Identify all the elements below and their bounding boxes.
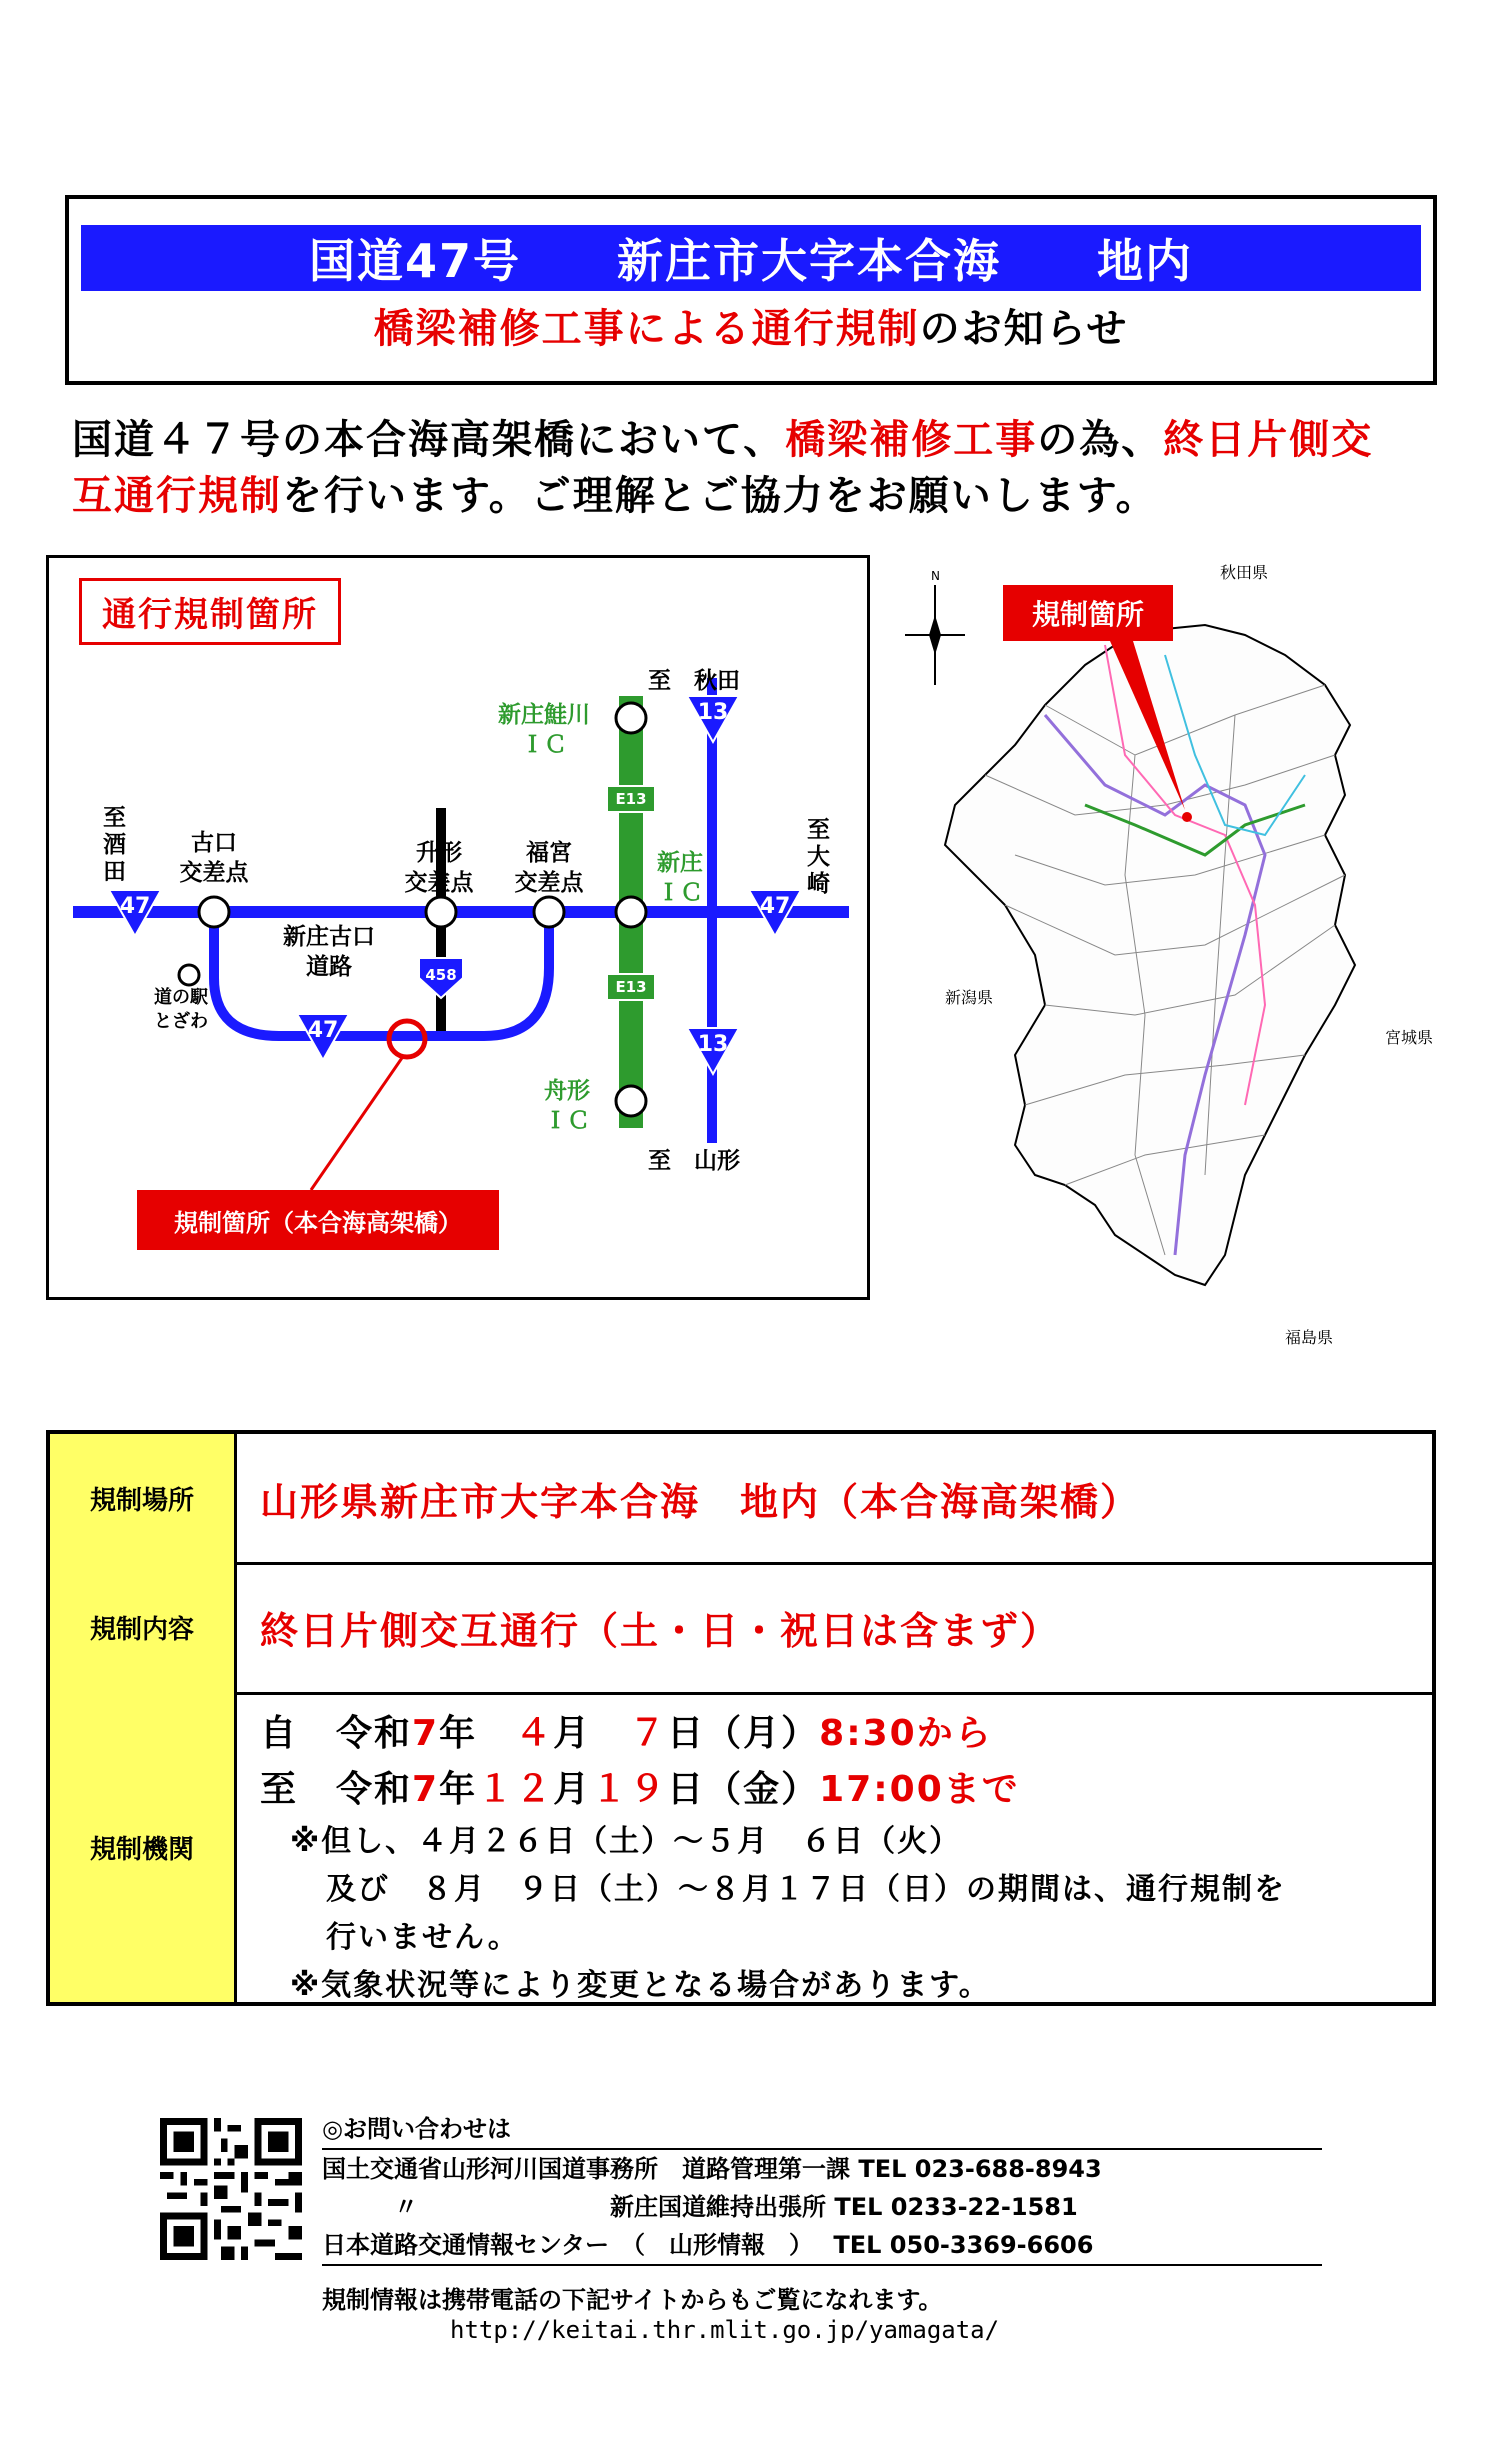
- period-note-1: ※但し、４月２６日（土）～５月 ６日（火）: [290, 1824, 962, 1859]
- period-body: [260, 1706, 1286, 2010]
- title-spacer: [521, 225, 617, 291]
- title-location: 新庄市大字本合海: [617, 234, 1001, 288]
- period-time: 17:00まで: [819, 1769, 1020, 1810]
- masukata-label: 升形 交差点: [404, 840, 474, 896]
- regulation-info-table: [46, 1430, 1436, 2006]
- route-diagram: [46, 555, 870, 1300]
- intro-text: [72, 412, 1402, 524]
- period-year: 7: [412, 1713, 440, 1754]
- row-content: [50, 1562, 1432, 1695]
- miyagi-label: 宮城県: [1385, 1028, 1434, 1047]
- e13-badge-north-text: E13: [615, 790, 647, 808]
- content-value: 終日片側交互通行（土・日・祝日は含まず）: [260, 1608, 1061, 1653]
- map-regulation-point: [1182, 812, 1192, 822]
- period-text: 自 令和: [260, 1713, 413, 1754]
- intro-part: の為、: [1037, 417, 1164, 463]
- subtitle: [69, 299, 1433, 359]
- route458-shield-text: 458: [425, 966, 457, 984]
- route47-shield-east-text: 47: [759, 894, 791, 919]
- period-day: １９: [591, 1769, 668, 1810]
- contact-heading: ◎お問い合わせは: [322, 2115, 511, 2143]
- contact-line-3: 日本道路交通情報センター （ 山形情報 ） TEL 050-3369-6606: [322, 2231, 1094, 2259]
- route47-shield-west-text: 47: [119, 894, 151, 919]
- niigata-label: 新潟県: [945, 988, 994, 1007]
- period-note-4: ※気象状況等により変更となる場合があります。: [290, 1968, 991, 2003]
- shinjo-ic-node: [616, 897, 646, 927]
- period-to: [260, 1762, 1286, 1818]
- to-yamagata-label: 至 山形: [648, 1148, 740, 1174]
- masukata-intersection: [426, 897, 456, 927]
- compass-icon: [905, 569, 965, 685]
- route47-shield-loop-text: 47: [307, 1018, 339, 1043]
- period-text: 日（月）: [667, 1713, 820, 1754]
- title-route: 国道47号: [308, 234, 521, 288]
- e13-badge-south-text: E13: [615, 978, 647, 996]
- intro-part-red: 終日片側交互通行規制: [72, 417, 1374, 519]
- michinoeki-node: [179, 965, 199, 985]
- fukumiya-intersection: [534, 897, 564, 927]
- period-text: 日（金）: [667, 1769, 820, 1810]
- furukuchi-intersection: [199, 897, 229, 927]
- contact-line-2: 〃 新庄国道維持出張所 TEL 0233-22-1581: [322, 2193, 1078, 2221]
- shinjo-furukuchi-road-label: 新庄古口 道路: [283, 924, 375, 980]
- title-area: 地内: [1097, 234, 1193, 288]
- row-place: [50, 1434, 1432, 1565]
- fukumiya-label: 福宮 交差点: [514, 840, 584, 896]
- subtitle-black: のお知らせ: [919, 306, 1129, 352]
- mobile-note: 規制情報は携帯電話の下記サイトからもご覧になれます。: [322, 2286, 943, 2314]
- period-text: 月: [553, 1713, 630, 1754]
- akita-label: 秋田県: [1220, 563, 1269, 582]
- contact-divider: [322, 2264, 1322, 2266]
- period-text: 至 令和: [260, 1769, 413, 1810]
- shinjo-ic-label: 新庄 ＩＣ: [657, 850, 703, 906]
- period-month: １２: [477, 1769, 554, 1810]
- period-note-3: 行いません。: [326, 1920, 520, 1955]
- sakegawa-ic-label: 新庄鮭川 ＩＣ: [498, 702, 590, 758]
- to-akita-label: 至 秋田: [648, 668, 740, 694]
- intro-part-red: 橋梁補修工事: [785, 417, 1038, 463]
- michinoeki-label: 道の駅 とざわ: [154, 987, 208, 1032]
- route13-shield-south-text: 13: [697, 1032, 729, 1057]
- funagata-ic-node: [616, 1086, 646, 1116]
- place-label: 規制場所: [50, 1434, 237, 1562]
- route47-road: [73, 906, 849, 918]
- intro-part: 国道４７号の本合海高架橋において、: [72, 417, 786, 463]
- period-day: ７: [629, 1713, 668, 1754]
- contact-block: [322, 2110, 1322, 2266]
- intro-part: を行います。ご理解とご協力をお願いします。: [282, 473, 1158, 519]
- title-spacer: [1001, 225, 1097, 291]
- callout-pointer: [311, 1055, 404, 1190]
- title-bar: [81, 225, 1421, 291]
- to-sakata-label: 至酒田: [99, 804, 125, 886]
- content-label: 規制内容: [50, 1562, 237, 1692]
- period-text: 年: [439, 1713, 516, 1754]
- period-note-2: 及び ８月 ９日（土）～８月１７日（日）の期間は、通行規制を: [326, 1872, 1286, 1907]
- period-label: 規制機関: [50, 1692, 237, 2002]
- period-text: 年: [439, 1769, 478, 1810]
- to-omagari-label: 至大崎: [803, 816, 829, 898]
- period-from: [260, 1706, 1286, 1762]
- route13-shield-north-text: 13: [697, 700, 729, 725]
- period-text: 月: [553, 1769, 592, 1810]
- diagram-label: 通行規制箇所: [79, 578, 341, 645]
- mobile-url-link[interactable]: http://keitai.thr.mlit.go.jp/yamagata/: [450, 2316, 1000, 2344]
- notice-header: [65, 195, 1437, 385]
- period-year: 7: [412, 1769, 440, 1810]
- row-period: [50, 1692, 1432, 2002]
- furukuchi-label: 古口 交差点: [179, 830, 249, 886]
- period-time: 8:30から: [819, 1713, 993, 1754]
- prefecture-map: [905, 555, 1455, 1375]
- qr-code-icon: [160, 2118, 302, 2260]
- funagata-ic-label: 舟形 ＩＣ: [544, 1078, 590, 1134]
- map-callout: 規制箇所: [1003, 585, 1173, 641]
- prefecture-map-graphic: [905, 555, 1455, 1375]
- place-value: 山形県新庄市大字本合海 地内（本合海高架橋）: [260, 1479, 1141, 1524]
- period-month: ４: [515, 1713, 554, 1754]
- sakegawa-ic-node: [616, 703, 646, 733]
- svg-text:N: N: [931, 569, 940, 583]
- fukushima-label: 福島県: [1285, 1328, 1334, 1347]
- regulation-callout: 規制箇所（本合海高架橋）: [137, 1190, 499, 1250]
- subtitle-red: 橋梁補修工事による通行規制: [373, 306, 920, 352]
- contact-line-1: 国土交通省山形河川国道事務所 道路管理第一課 TEL 023-688-8943: [322, 2155, 1102, 2183]
